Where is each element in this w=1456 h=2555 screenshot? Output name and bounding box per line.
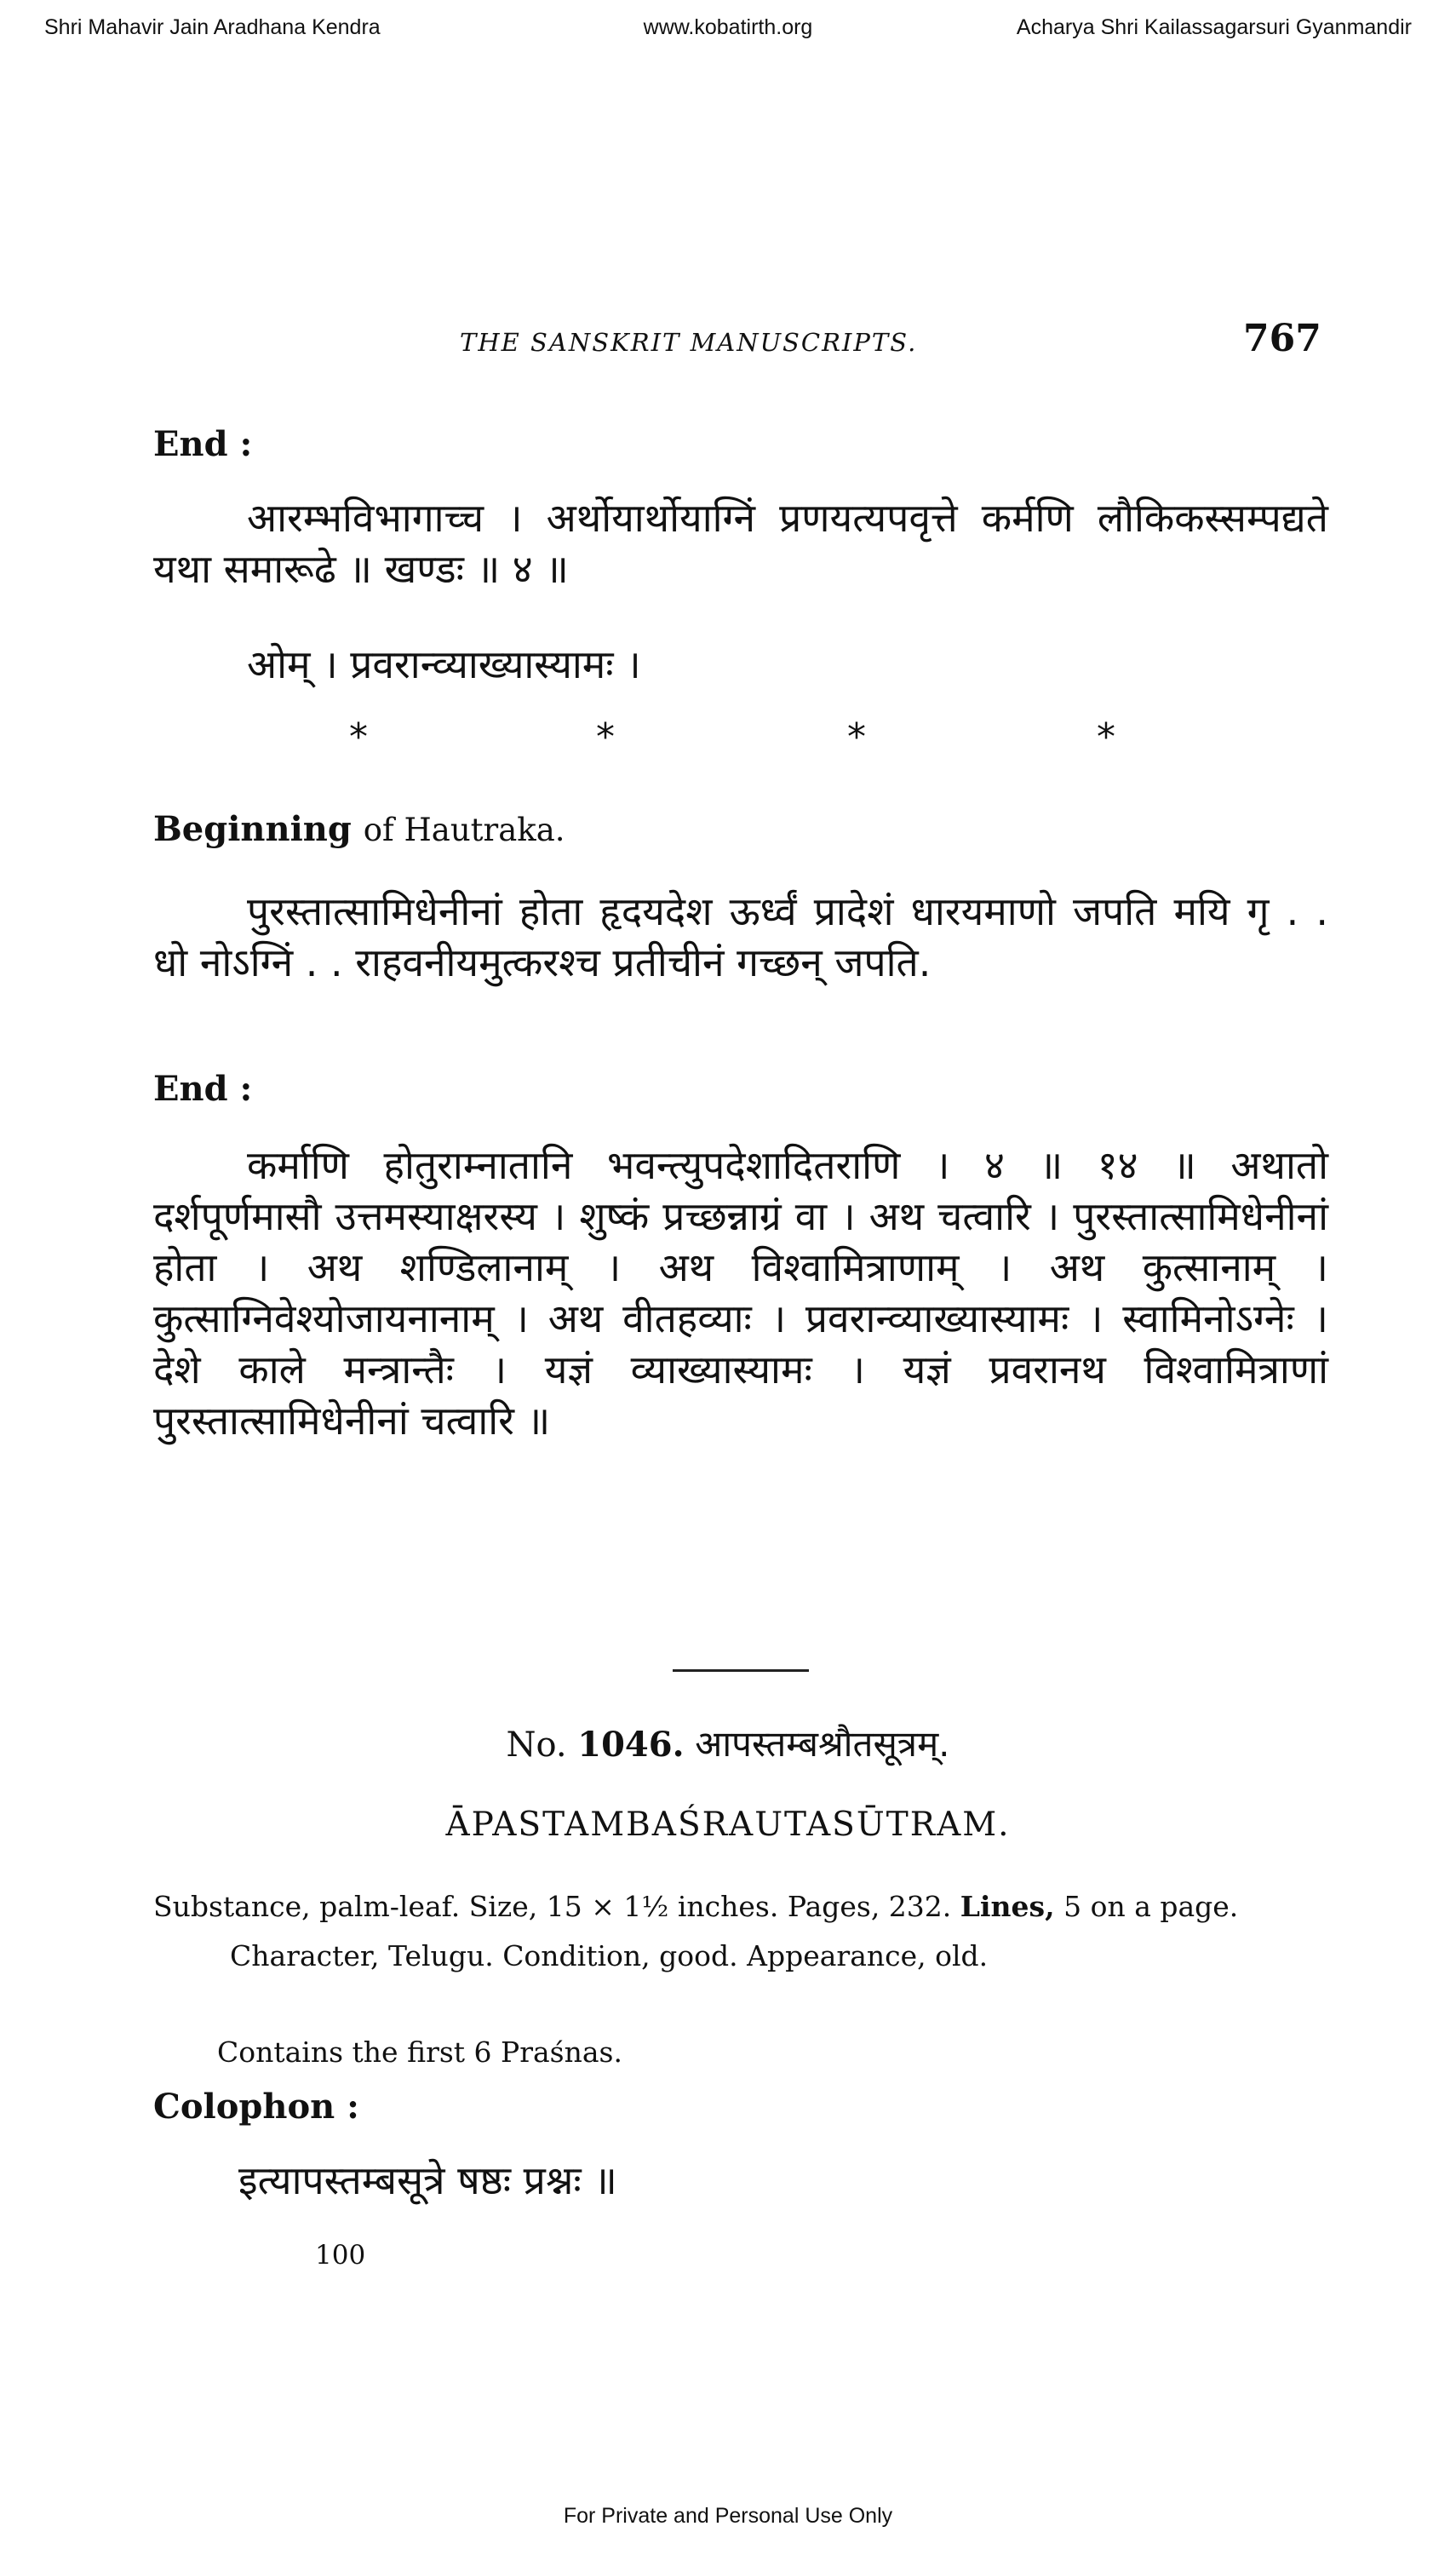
- end-text-1-om: ओम् । प्रवरान्व्याख्यास्यामः ।: [247, 641, 641, 687]
- beginning-text: पुरस्तात्सामिधेनीनां होता हृदयदेश ऊर्ध्वं प्रादेशं धारयमाणो जपति मयि गृ . . धो नोऽग्निं . . राहवनीयमुत्करश्च प्रतीचीनं गच्छन् जपति.: [153, 888, 1328, 985]
- desc-condition: Condition, good.: [502, 1939, 738, 1972]
- entry-number: 1046.: [577, 1725, 685, 1765]
- running-title: THE SANSKRIT MANUSCRIPTS.: [460, 328, 918, 357]
- desc-lines-label: Lines,: [960, 1890, 1055, 1923]
- entry-number-line: [0, 1719, 1456, 1767]
- contains-note: Contains the first 6 Praśnas.: [217, 2035, 622, 2069]
- footer-note: For Private and Personal Use Only: [563, 2504, 893, 2528]
- star: *: [596, 715, 615, 759]
- header-right: Acharya Shri Kailassagarsuri Gyanmandir: [1016, 15, 1412, 39]
- end-heading-2: End :: [153, 1069, 253, 1109]
- folio-number: 100: [315, 2240, 366, 2271]
- end-text-2: कर्माणि होतुराम्नातानि भवन्त्युपदेशादितराणि । ४ ॥ १४ ॥ अथातो दर्शपूर्णमासौ उत्तमस्याक्षरस्य । शुष्कं प्रच्छन्नाग्रं वा । अथ चत्वारि । पुरस्तात्सामिधेनीनां होता । अथ शण्डिलानाम् । अथ विश्वामित्राणाम् । अथ कुत्सानाम् । कुत्साग्निवेश्योजायनानाम् । अथ वीतहव्याः । प्रवरान्व्याख्यास्यामः । स्वामिनोऽग्नेः । देशे काले मन्त्रान्तैः । यज्ञं व्याख्यास्यामः । यज्ञं प्रवरानथ विश्वामित्राणां पुरस्तात्सामिधेनीनां चत्वारि ॥: [153, 1142, 1328, 1444]
- desc-lines: 5 on a page.: [1063, 1890, 1239, 1923]
- desc-appearance: Appearance, old.: [747, 1939, 989, 1972]
- star: *: [1097, 715, 1115, 759]
- beginning-label: Beginning: [153, 809, 352, 849]
- divider-rule: [673, 1669, 809, 1672]
- star: *: [847, 715, 866, 759]
- end-heading-1: End :: [153, 424, 253, 464]
- desc-character: Character, Telugu.: [230, 1939, 494, 1972]
- desc-substance: Substance, palm-leaf.: [153, 1890, 461, 1923]
- manuscript-description: [153, 1882, 1328, 1981]
- colophon-heading: Colophon :: [153, 2087, 359, 2127]
- beginning-heading: [153, 809, 565, 849]
- header-left: Shri Mahavir Jain Aradhana Kendra: [44, 15, 381, 39]
- end-text-1: आरम्भविभागाच्च । अर्थोयार्थोयाग्निं प्रणयत्यपवृत्ते कर्मणि लौकिकस्सम्पद्यते यथा समारूढे ॥ खण्डः ॥ ४ ॥: [153, 495, 1328, 592]
- desc-pages: Pages, 232.: [787, 1890, 952, 1923]
- desc-size: Size, 15 × 1½ inches.: [468, 1890, 779, 1923]
- page-number: 767: [1243, 317, 1321, 360]
- star: *: [349, 715, 368, 759]
- colophon-text: इत्यापस्तम्बसूत्रे षष्ठः प्रश्नः ॥: [238, 2157, 617, 2203]
- entry-roman-title: ĀPASTAMBAŚRAUTASŪTRAM.: [445, 1806, 1011, 1844]
- header-url: www.kobatirth.org: [643, 15, 813, 39]
- entry-devanagari-title: आपस्तम्बश्रौतसूत्रम्.: [695, 1723, 950, 1765]
- beginning-subtitle: of Hautraka.: [363, 812, 565, 848]
- entry-number-prefix: No.: [506, 1725, 567, 1765]
